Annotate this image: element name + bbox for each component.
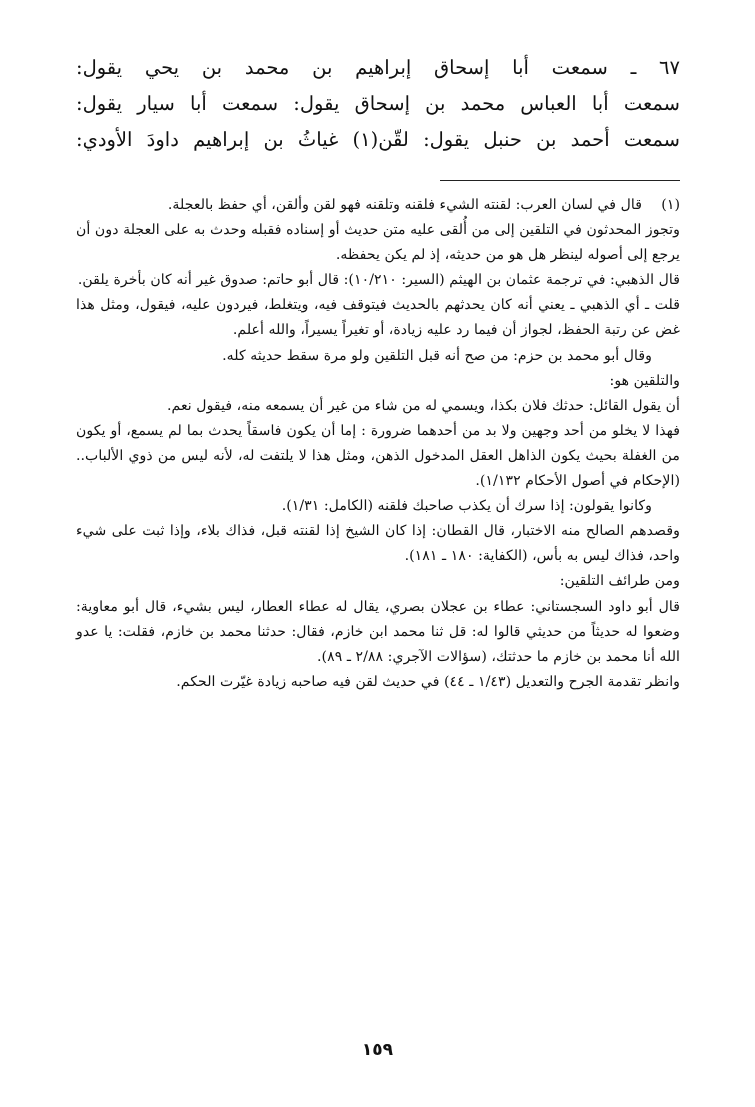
footnote-paragraph: قال أبو داود السجستاني: عطاء بن عجلان بصري، يقال له عطاء العطار، ليس بشيء، قال أبو معاوية: وضعوا له حديثاً من حديثي قالوا له: قل ثنا محمد ابن خازم، فقال: حدثنا محمد بن خازم، فقلت: يا عدو الله أنا محمد بن خازم ما حدثتك، (سؤالات الآجري: ٢/٨٨ ـ ٨٩).: [76, 598, 680, 665]
footnote-marker: (١): [661, 197, 680, 213]
footnote-paragraph: وقصدهم الصالح منه الاختبار، قال القطان: إذا كان الشيخ إذا لقنته قبل، فذاك بلاء، وإذا ثبت على شيء واحد، فذاك ليس به بأس، (الكفاية: ١٨٠ ـ ١٨١).: [76, 523, 680, 565]
footnote-paragraph: وانظر تقدمة الجرح والتعديل (١/٤٣ ـ ٤٤) في حديث لقن فيه صاحبه زيادة غيّرت الحكم.: [176, 673, 680, 690]
footnote-paragraph: أن يقول القائل: حدثك فلان بكذا، ويسمي له من شاء من غير أن يسمعه منه، فيقول نعم.: [167, 397, 680, 414]
main-text: [76, 50, 680, 158]
main-line: ٦٧ ـ سمعت أبا إسحاق إبراهيم بن محمد بن يحي يقول:: [76, 56, 680, 79]
page-content: [76, 50, 680, 695]
footnote-first-paragraph: [76, 193, 680, 218]
page-number: ١٥٩: [361, 1040, 394, 1060]
footnotes: [76, 193, 680, 695]
footnote-paragraph: وتجوز المحدثون في التلقين إلى من أُلقى عليه متن حديث أو إسناده فقبله وحدث به على العجلة دون أن يرجع إلى أصوله لينظر هل هو من حديثه، إذ لم يكن يحفظه.: [76, 222, 680, 264]
footnote-paragraph: فهذا لا يخلو من أحد وجهين ولا بد من أحدهما ضرورة : إما أن يكون فاسقاً يحدث بما لم يسمع، أو يكون من الغفلة بحيث يكون الذاهل العقل المدخول الذهن، ومثل هذا لا يلتفت له، لأنه ليس من ذوي الألباب.. (الإحكام في أصول الأحكام ١/١٣٢).: [76, 422, 680, 490]
footnote-paragraph: والتلقين هو:: [609, 372, 680, 389]
footnote-paragraph: ومن طرائف التلقين:: [559, 573, 680, 590]
main-line: سمعت أحمد بن حنبل يقول: لقّن(١) غياثُ بن إبراهيم داودَ الأودي:: [76, 128, 680, 151]
main-line: سمعت أبا العباس محمد بن إسحاق يقول: سمعت أبا سيار يقول:: [76, 92, 680, 115]
footnote-paragraph: وقال أبو محمد بن حزم: من صح أنه قبل التلقين ولو مرة سقط حديثه كله.: [222, 347, 652, 364]
footnote-separator: [440, 180, 680, 181]
footnote-paragraph: قال الذهبي: في ترجمة عثمان بن الهيثم (السير: ١٠/٢١٠): قال أبو حاتم: صدوق غير أنه كان بأخرة يلقن.: [77, 272, 680, 289]
footnote-paragraph: قال في لسان العرب: لقنته الشيء فلقنه وتلقنه فهو لقن وألقن، أي حفظ بالعجلة.: [167, 197, 642, 213]
footnote-paragraph: وكانوا يقولون: إذا سرك أن يكذب صاحبك فلقنه (الكامل: ١/٣١).: [281, 498, 652, 515]
footnote-paragraph: قلت ـ أي الذهبي ـ يعني أنه كان يحدثهم بالحديث فيتوقف فيه، ويتغلط، فيردون عليه، فيقول، ومثل هذا غض عن رتبة الحفظ، لجواز أن فيما رد عليه زيادة، أو تغيراً يسيراً، والله أعلم.: [76, 297, 680, 339]
